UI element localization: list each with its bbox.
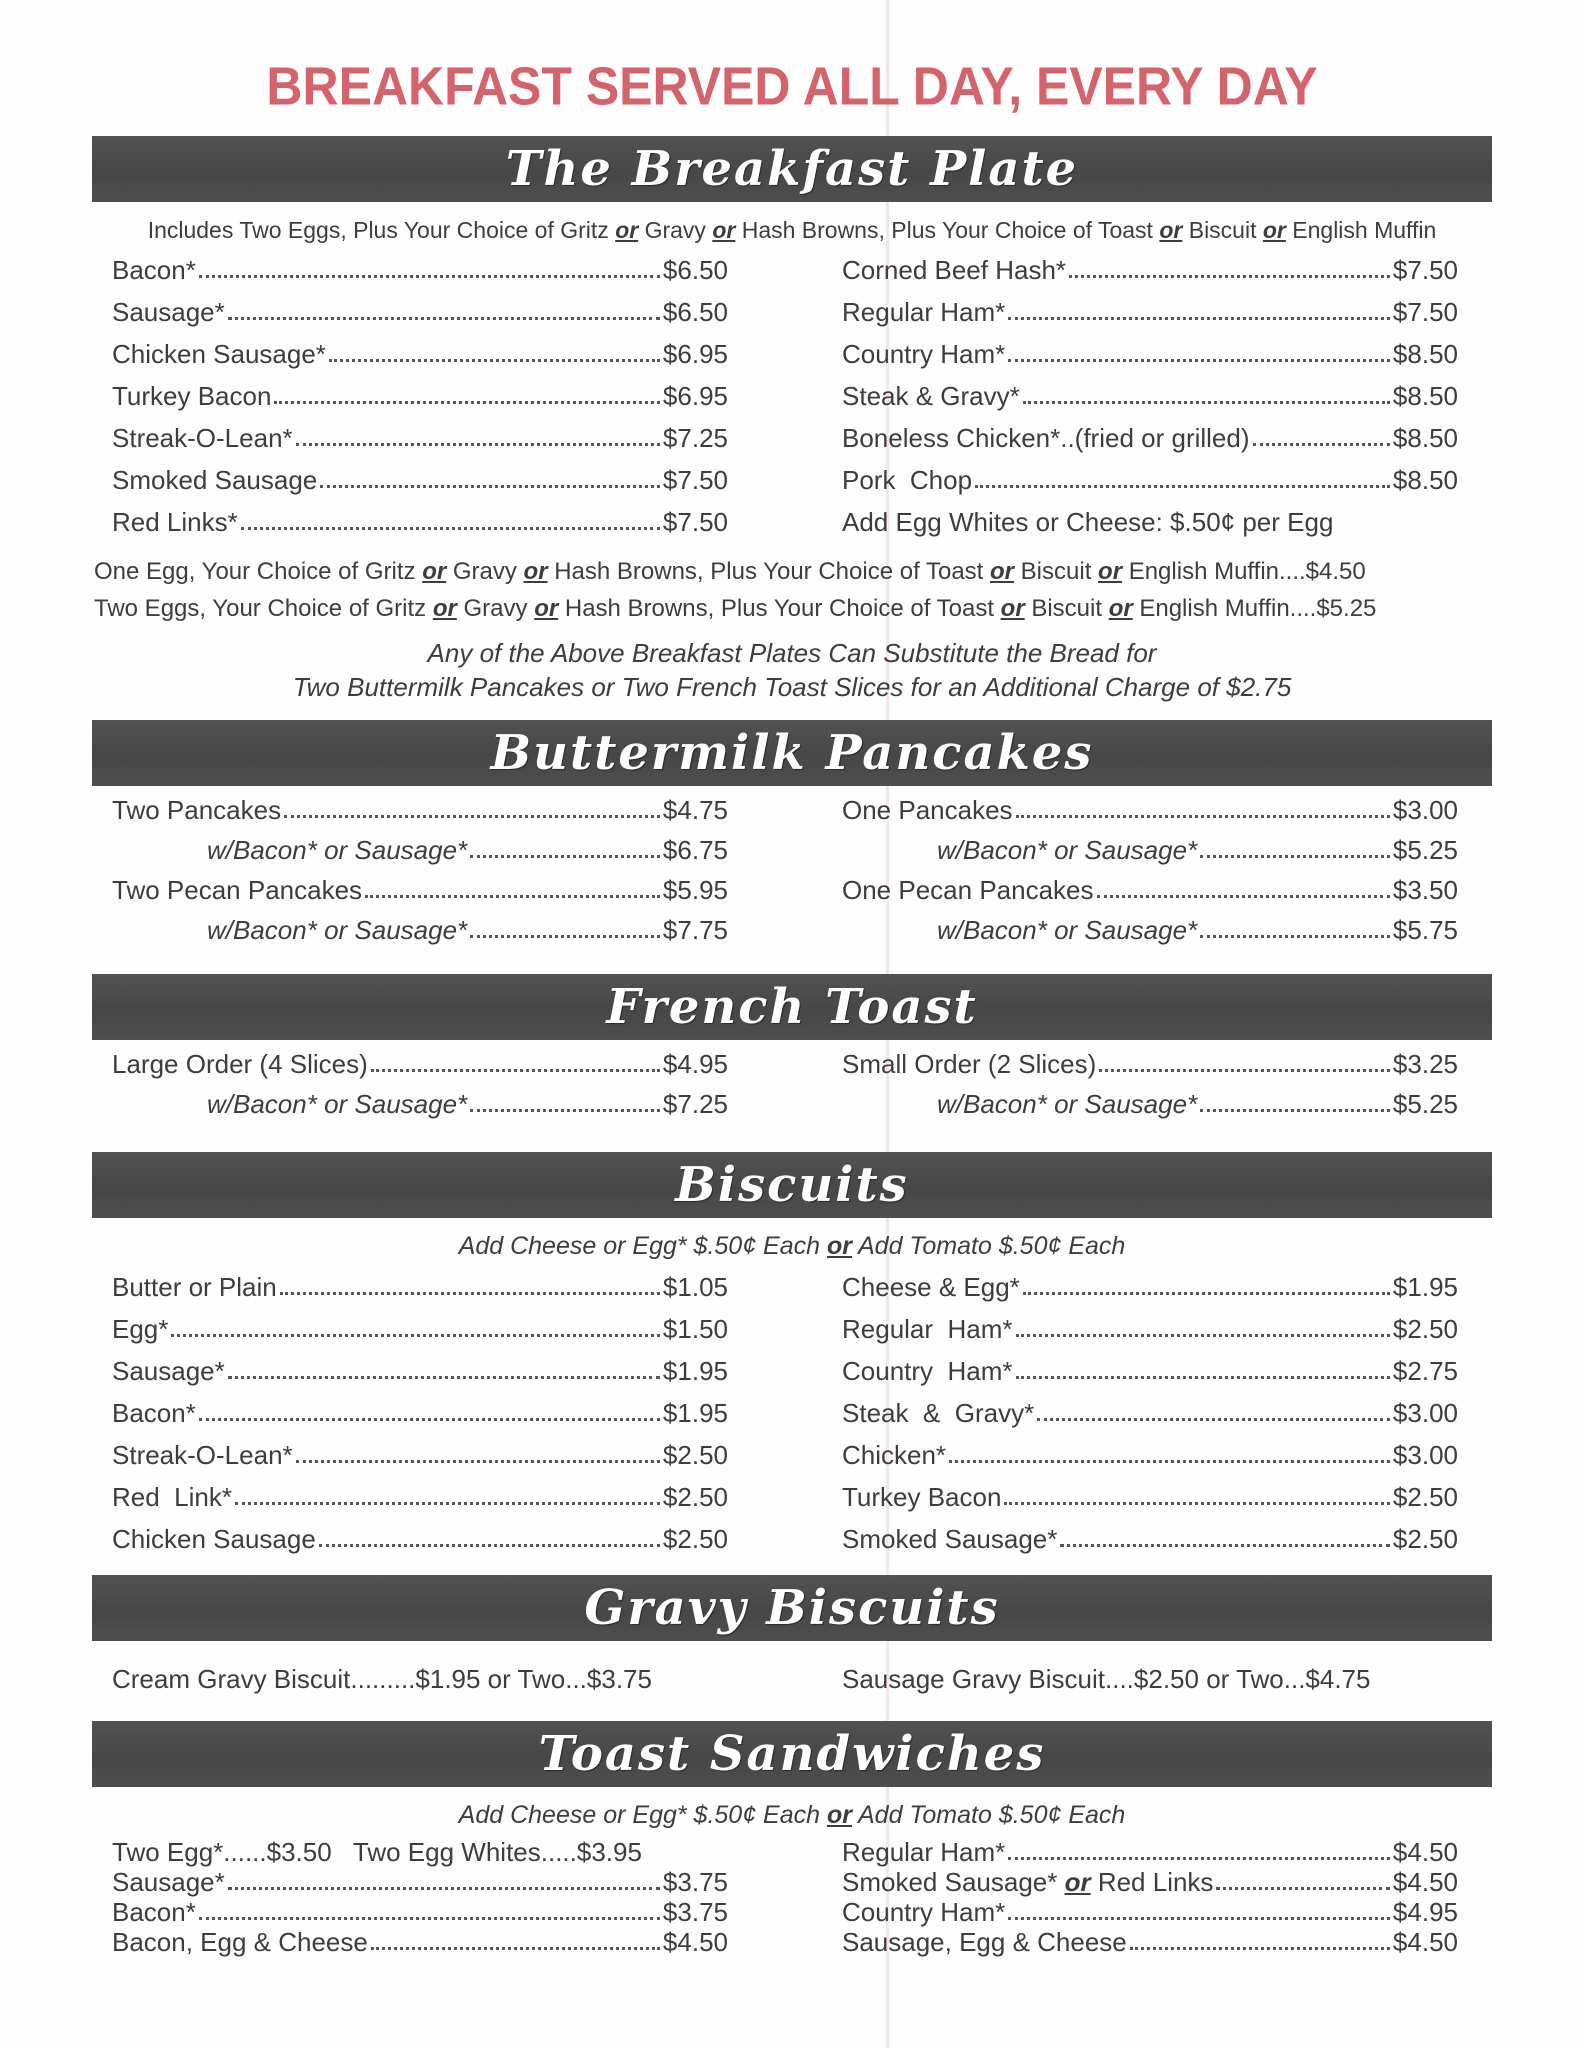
item-name: Turkey Bacon [112,381,272,411]
or-word: or [1159,217,1183,243]
menu-item-row [112,466,728,494]
item-price: $4.75 [662,795,728,825]
text-segment: Hash Browns, Plus Your Choice of Toast [547,558,990,585]
section-banner [92,720,1492,786]
item-price: $4.95 [1392,1897,1458,1927]
or-word: or [1108,595,1133,622]
section-gravy-biscuits [90,1575,1494,1707]
item-price: $1.95 [1392,1272,1458,1302]
or-word: or [1000,595,1025,622]
text-segment: Biscuit [1182,217,1263,243]
text-segment: One Egg, Your Choice of Gritz [94,558,423,585]
menu-column-left [112,796,728,956]
or-word: or [523,558,548,585]
dot-leader [1037,1418,1390,1421]
biscuits-columns [90,1273,1494,1567]
dot-leader [199,275,660,278]
gravy-biscuits-columns [90,1665,1494,1707]
item-name: One Pancakes [842,795,1013,825]
dot-leader [1004,1502,1389,1505]
item-name: Turkey Bacon [842,1482,1002,1512]
menu-item-row [842,298,1458,326]
or-word: or [826,1801,852,1829]
item-price: $6.75 [662,835,728,865]
dot-leader [235,1502,660,1505]
item-name: Bacon* [112,1897,196,1927]
dot-leader [1060,1544,1390,1547]
item-name: Red Links* [112,507,238,537]
or-word: or [432,595,457,622]
menu-column-right [842,1665,1458,1707]
includes-note [90,214,1494,246]
menu-item-row [842,1928,1458,1956]
item-price: $1.95 [662,1398,728,1428]
section-banner [92,1575,1492,1641]
menu-item-row [112,508,728,536]
or-word: or [1098,558,1123,585]
menu-item-row [112,1838,728,1866]
menu-item-row [842,508,1458,536]
menu-item-row [112,1357,728,1385]
dot-leader [1023,401,1390,404]
item-name: Butter or Plain [112,1272,277,1302]
dot-leader [296,443,660,446]
item-price: $2.50 [1392,1482,1458,1512]
menu-item-row [842,1315,1458,1343]
menu-item-row [112,1868,728,1896]
or-word: or [615,217,639,243]
text-segment: Biscuit [1014,558,1099,585]
page-title: BREAKFAST SERVED ALL DAY, EVERY DAY [266,55,1318,117]
dot-leader [1253,443,1390,446]
item-price: $3.00 [1392,795,1458,825]
text-segment: Add Tomato $.50¢ Each [851,1232,1126,1260]
menu-item-row [842,382,1458,410]
item-price: $8.50 [1392,465,1458,495]
menu-column-right [842,1838,1458,1958]
menu-item-row [842,1838,1458,1866]
section-title-breakfast-plate: The Breakfast Plate [505,141,1079,197]
item-price: $7.50 [662,507,728,537]
item-name: Bacon* [112,255,196,285]
menu-item-row [112,1090,728,1118]
menu-item-row [112,796,728,824]
menu-item-row [842,1399,1458,1427]
menu-column-left [112,1838,728,1958]
item-name: Large Order (4 Slices) [112,1049,368,1079]
dot-leader [1200,935,1390,938]
menu-item-row [842,1483,1458,1511]
dot-leader [470,1109,660,1112]
dot-leader [975,485,1390,488]
item-name: Bacon, Egg & Cheese [112,1927,368,1957]
dot-leader [171,1334,660,1337]
item-price: $6.95 [662,339,728,369]
menu-item-row [112,1315,728,1343]
item-name: Streak-O-Lean* [112,1440,293,1470]
section-toast-sandwiches [90,1721,1494,1958]
item-price: $7.75 [662,915,728,945]
text-segment: Hash Browns, Plus Your Choice of Toast [735,217,1160,243]
item-name: One Pecan Pancakes [842,875,1094,905]
item-price: $1.95 [662,1356,728,1386]
item-name: Sausage* [112,297,225,327]
dot-leader [1130,1947,1390,1950]
toast-sandwiches-columns [90,1838,1494,1958]
dot-leader [1016,1376,1390,1379]
item-name: w/Bacon* or Sausage* [937,835,1198,865]
item-price: $2.50 [1392,1314,1458,1344]
item-price: $1.50 [662,1314,728,1344]
substitute-note-line-2: Two Buttermilk Pancakes or Two French Toast Slices for an Additional Charge of $2.75 [292,672,1292,702]
item-price: $5.75 [1392,915,1458,945]
menu-item-row [842,876,1458,904]
menu-item-row [842,424,1458,452]
menu-item-row [112,382,728,410]
dot-leader [365,895,660,898]
or-word: or [1064,1867,1091,1897]
dot-leader [228,1376,660,1379]
menu-item-row [112,1050,728,1078]
two-eggs-line [94,593,1494,624]
item-name: Two Pecan Pancakes [112,875,363,905]
item-name: Chicken Sausage [112,1524,316,1554]
text-segment: Gravy [638,217,713,243]
menu-column-left [112,256,728,550]
section-title-toast-sandwiches: Toast Sandwiches [538,1726,1046,1782]
menu-item-row [842,1868,1458,1896]
item-name: w/Bacon* or Sausage* [207,915,468,945]
item-price: $7.50 [1392,297,1458,327]
menu-column-right [842,1050,1458,1130]
text-segment: English Muffin....$4.50 [1122,558,1366,585]
item-price: $6.50 [662,297,728,327]
text-segment: Hash Browns, Plus Your Choice of Toast [558,595,1001,622]
menu-item-row [112,1441,728,1469]
toast-sandwiches-add-note [90,1799,1494,1832]
dot-leader [199,1418,660,1421]
text-segment: Add Cheese or Egg* $.50¢ Each [458,1232,827,1260]
text-segment: Gravy [456,595,535,622]
section-banner [92,974,1492,1040]
menu-item-row [842,1273,1458,1301]
item-name [842,1868,1213,1896]
dot-leader [296,1460,660,1463]
item-price: $5.95 [662,875,728,905]
item-price: $6.95 [662,381,728,411]
item-name: Country Ham* [842,339,1006,369]
item-name: Regular Ham* [842,1314,1013,1344]
menu-item-row [842,340,1458,368]
dot-leader [1099,1069,1390,1072]
item-price: $2.50 [662,1482,728,1512]
menu-item-row [112,1483,728,1511]
section-title-buttermilk-pancakes: Buttermilk Pancakes [490,725,1094,781]
item-price: $3.75 [662,1867,728,1897]
item-price: $6.50 [662,255,728,285]
or-word: or [1262,217,1286,243]
dot-leader [320,485,660,488]
item-price: $5.25 [1392,1089,1458,1119]
text-segment: Includes Two Eggs, Plus Your Choice of Gritz [147,217,616,243]
item-name: Bacon* [112,1398,196,1428]
dot-leader [470,855,660,858]
item-price: $4.50 [662,1927,728,1957]
menu-column-right [842,256,1458,550]
dot-leader [1200,855,1390,858]
item-name: Corned Beef Hash* [842,255,1067,285]
dot-leader [949,1460,1390,1463]
menu-item-row [112,424,728,452]
item-name: Sausage* [112,1356,225,1386]
item-price: $8.50 [1392,339,1458,369]
menu-item-row [112,916,728,944]
menu-column-left [112,1050,728,1130]
dot-leader [319,1544,660,1547]
menu-item-row [842,1090,1458,1118]
dot-leader [228,1887,660,1890]
item-name: Add Egg Whites or Cheese: $.50¢ per Egg [842,507,1334,537]
dot-leader [1008,1857,1390,1860]
dot-leader [470,935,660,938]
section-banner [92,1152,1492,1218]
menu-item-row [112,1399,728,1427]
item-name: Chicken Sausage* [112,339,326,369]
item-name: Cheese & Egg* [842,1272,1020,1302]
section-biscuits [90,1152,1494,1567]
menu-item-row [112,1928,728,1956]
menu-item-row [842,1665,1458,1693]
menu-column-left [112,1273,728,1567]
breakfast-plate-columns [90,256,1494,550]
menu-item-row [842,1898,1458,1926]
dot-leader [329,359,660,362]
item-price: $4.50 [1392,1837,1458,1867]
dot-leader [1016,815,1390,818]
item-price: $3.50 [1392,875,1458,905]
section-title-french-toast: French Toast [606,979,978,1035]
menu-item-row [842,466,1458,494]
menu-item-row [112,1898,728,1926]
item-name: w/Bacon* or Sausage* [937,1089,1198,1119]
text-segment: English Muffin [1285,217,1437,243]
item-price: $8.50 [1392,381,1458,411]
item-name: Sausage* [112,1867,225,1897]
item-name: Small Order (2 Slices) [842,1049,1097,1079]
section-banner [92,136,1492,202]
item-name: Smoked Sausage* [842,1524,1058,1554]
or-word: or [826,1232,852,1260]
item-name: Sausage Gravy Biscuit....$2.50 or Two...$4.75 [842,1664,1371,1694]
menu-item-row [112,876,728,904]
item-name: Cream Gravy Biscuit.........$1.95 or Two...$3.75 [112,1664,652,1694]
text-segment: Add Cheese or Egg* $.50¢ Each [458,1801,827,1829]
item-price: $2.50 [662,1440,728,1470]
dot-leader [1216,1887,1389,1890]
menu-item-row [112,340,728,368]
item-name: Two Egg*......$3.50 Two Egg Whites.....$3.95 [112,1837,642,1867]
section-banner [92,1721,1492,1787]
section-title-biscuits: Biscuits [675,1157,909,1213]
item-price: $3.25 [1392,1049,1458,1079]
dot-leader [199,1917,660,1920]
menu-item-row [842,1441,1458,1469]
item-price: $4.95 [662,1049,728,1079]
dot-leader [1008,317,1390,320]
item-price: $7.50 [1392,255,1458,285]
dot-leader [241,527,660,530]
or-word: or [534,595,559,622]
menu-item-row [842,1525,1458,1553]
section-buttermilk-pancakes [90,720,1494,956]
section-title-gravy-biscuits: Gravy Biscuits [584,1580,1000,1636]
substitute-note-line-1: Any of the Above Breakfast Plates Can Substitute the Bread for [427,638,1157,668]
item-name: Streak-O-Lean* [112,423,293,453]
text-segment: Two Eggs, Your Choice of Gritz [94,595,433,622]
or-word: or [712,217,736,243]
item-price: $4.50 [1392,1927,1458,1957]
menu-item-row [842,796,1458,824]
item-name: Steak & Gravy* [842,381,1020,411]
item-name: Country Ham* [842,1356,1013,1386]
menu-item-row [112,1665,728,1693]
item-price: $7.25 [662,423,728,453]
menu-item-row [842,1050,1458,1078]
menu-column-right [842,1273,1458,1567]
or-word: or [422,558,447,585]
menu-item-row [112,1525,728,1553]
item-price: $3.75 [662,1897,728,1927]
dot-leader [1097,895,1390,898]
dot-leader [371,1069,660,1072]
item-name: Regular Ham* [842,297,1006,327]
menu-item-row [842,836,1458,864]
item-name: w/Bacon* or Sausage* [207,835,468,865]
menu-column-left [112,1665,728,1707]
dot-leader [1008,359,1390,362]
menu-item-row [112,256,728,284]
text-segment: Red Links [1090,1867,1214,1897]
item-name: Red Link* [112,1482,232,1512]
item-name: Smoked Sausage [112,465,318,495]
text-segment: Smoked Sausage* [842,1867,1065,1897]
item-name: Pork Chop [842,465,973,495]
one-egg-line [94,556,1494,587]
dot-leader [1016,1334,1390,1337]
text-segment: Gravy [446,558,524,585]
item-price: $2.75 [1392,1356,1458,1386]
item-name: Sausage, Egg & Cheese [842,1927,1127,1957]
item-price: $1.05 [662,1272,728,1302]
item-price: $2.50 [662,1524,728,1554]
menu-item-row [842,916,1458,944]
text-segment: Biscuit [1024,595,1109,622]
menu-column-right [842,796,1458,956]
dot-leader [274,401,659,404]
menu-content [0,55,1582,1958]
item-name: w/Bacon* or Sausage* [207,1089,468,1119]
text-segment: English Muffin....$5.25 [1132,595,1377,622]
item-price: $2.50 [1392,1524,1458,1554]
item-name: w/Bacon* or Sausage* [937,915,1198,945]
item-name: Boneless Chicken*..(fried or grilled) [842,423,1250,453]
item-price: $4.50 [1392,1867,1458,1897]
item-name: Chicken* [842,1440,947,1470]
menu-item-row [112,836,728,864]
pancakes-columns [90,796,1494,956]
dot-leader [280,1292,660,1295]
dot-leader [284,815,660,818]
item-name: Steak & Gravy* [842,1398,1035,1428]
item-price: $5.25 [1392,835,1458,865]
dot-leader [1200,1109,1390,1112]
menu-item-row [112,298,728,326]
dot-leader [1008,1917,1390,1920]
item-name: Country Ham* [842,1897,1006,1927]
dot-leader [228,317,660,320]
dot-leader [371,1947,660,1950]
dot-leader [1023,1292,1390,1295]
section-breakfast-plate [90,136,1494,704]
menu-item-row [112,1273,728,1301]
or-word: or [990,558,1014,585]
menu-item-row [842,256,1458,284]
item-price: $3.00 [1392,1440,1458,1470]
french-toast-columns [90,1050,1494,1130]
text-segment: Add Tomato $.50¢ Each [851,1801,1126,1829]
menu-item-row [842,1357,1458,1385]
item-price: $7.25 [662,1089,728,1119]
biscuits-add-note [90,1230,1494,1263]
item-price: $8.50 [1392,423,1458,453]
section-french-toast [90,974,1494,1130]
item-name: Regular Ham* [842,1837,1006,1867]
item-name: Egg* [112,1314,169,1344]
item-price: $7.50 [662,465,728,495]
dot-leader [1069,275,1390,278]
item-name: Two Pancakes [112,795,282,825]
item-price: $3.00 [1392,1398,1458,1428]
